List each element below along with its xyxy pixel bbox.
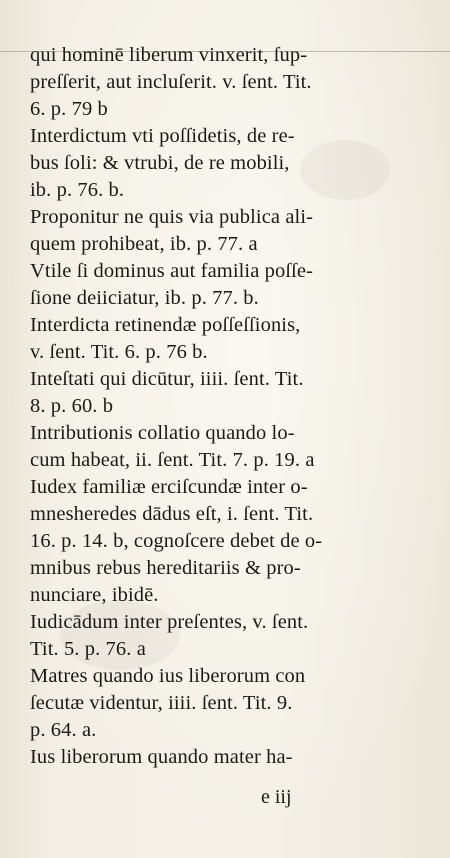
text-line: 16. p. 14. b, cognoſcere debet de o-	[30, 530, 323, 552]
text-line: ib. p. 76. b.	[30, 179, 125, 201]
text-line: ſione deiiciatur, ib. p. 77. b.	[30, 287, 259, 309]
text-line: quem prohibeat, ib. p. 77. a	[30, 233, 258, 255]
text-line: Tit. 5. p. 76. a	[30, 638, 146, 660]
text-line: 8. p. 60. b	[30, 395, 114, 417]
text-line: qui hominē liberum vinxerit, ſup-	[30, 44, 308, 66]
text-line: p. 64. a.	[30, 719, 97, 741]
text-line: nunciare, ibidē.	[30, 584, 159, 606]
text-line: Inteſtati qui dicūtur, iiii. ſent. Tit.	[30, 368, 304, 390]
text-line: Interdicta retinendæ poſſeſſionis,	[30, 314, 301, 336]
text-line: Iudicādum inter preſentes, v. ſent.	[30, 611, 309, 633]
text-line: preſſerit, aut incluſerit. v. ſent. Tit.	[30, 71, 312, 93]
text-line: v. ſent. Tit. 6. p. 76 b.	[30, 341, 208, 363]
text-line: bus ſoli: & vtrubi, de re mobili,	[30, 152, 290, 174]
text-line: mnesheredes dādus eſt, i. ſent. Tit.	[30, 503, 314, 525]
signature-mark: e iij	[261, 786, 292, 808]
text-line: Vtile ſi dominus aut familia poſſe-	[30, 260, 314, 282]
text-line: Interdictum vti poſſidetis, de re-	[30, 125, 295, 147]
text-line: 6. p. 79 b	[30, 98, 108, 120]
text-line: Matres quando ius liberorum con	[30, 665, 306, 687]
text-line: mnibus rebus hereditariis & pro-	[30, 557, 301, 579]
text-line: Intributionis collatio quando lo-	[30, 422, 295, 444]
text-line: Proponitur ne quis via publica ali-	[30, 206, 314, 228]
text-line: cum habeat, ii. ſent. Tit. 7. p. 19. a	[30, 449, 315, 471]
text-line: Iudex familiæ erciſcundæ inter o-	[30, 476, 308, 498]
text-line: Ius liberorum quando mater ha-	[30, 746, 293, 768]
text-line: ſecutæ videntur, iiii. ſent. Tit. 9.	[30, 692, 293, 714]
paper-stain	[300, 140, 390, 200]
